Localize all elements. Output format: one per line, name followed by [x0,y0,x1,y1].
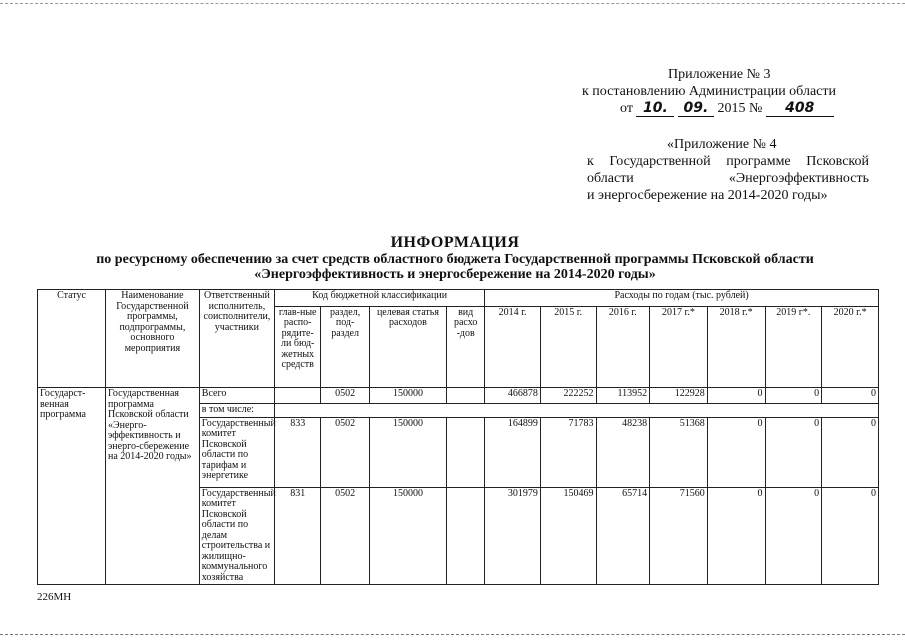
kind-cell [447,388,485,404]
grbs-cell: 833 [275,417,321,487]
handwritten-day: 10. [636,101,674,117]
heading-line-2: «Энергоэффективность и энергосбережение на 2014-2020 годы» [254,267,656,282]
value-2020: 0 [822,388,879,404]
header-name: Наименование Государственной программы, подпрограммы, основного мероприятия [106,290,200,388]
value-2019: 0 [765,417,822,487]
value-2017: 71560 [650,487,708,585]
header-kind: вид расхо -дов [447,306,485,387]
appendix-4-line-3a: области [587,171,634,186]
value-2020: 0 [822,487,879,585]
program-name-cell: Государственная программа Псковской области «Энерго-эффективность и энерго-сбережение на 2014-2020 годы» [106,388,200,585]
target-cell: 150000 [369,388,446,404]
header-expenses: Расходы по годам (тыс. рублей) [485,290,879,307]
header-2020: 2020 г.* [822,306,879,387]
footer-code: 226МН [37,591,72,603]
appendix-3-title: Приложение № 3 [668,67,771,82]
executor-cell: Государственный комитет Псковской области по тарифам и энергетике [199,417,274,487]
value-2016: 65714 [596,487,650,585]
kind-cell [447,487,485,585]
handwritten-month: 09. [678,101,714,117]
header-grbs: глав-ные распо-рядите-ли бюд-жетных средств [275,306,321,387]
value-2014: 164899 [485,417,541,487]
value-2014: 301979 [485,487,541,585]
blank-cell [275,404,879,418]
header-executor: Ответственный исполнитель, соисполнители, участники [199,290,274,388]
header-2015: 2015 г. [540,306,596,387]
value-2016: 113952 [596,388,650,404]
header-2018: 2018 г.* [707,306,765,387]
executor-cell: Всего [199,388,274,404]
executor-cell: в том числе: [199,404,274,418]
executor-cell: Государственный комитет Псковской области по делам строительства и жилищно-коммунального хозяйства [199,487,274,585]
header-target: целевая статья расходов [369,306,446,387]
appendix-3-date-line [580,100,870,117]
grbs-cell: 831 [275,487,321,585]
value-2018: 0 [707,388,765,404]
scan-edge-bottom [0,634,905,635]
section-cell: 0502 [321,417,369,487]
appendix-4-title: «Приложение № 4 [667,137,777,152]
value-2018: 0 [707,487,765,585]
section-cell: 0502 [321,487,369,585]
value-2014: 466878 [485,388,541,404]
header-2017: 2017 г.* [650,306,708,387]
handwritten-decree-number: 408 [766,101,834,117]
appendix-3-decree-line: к постановлению Администрации области [582,84,836,99]
header-status: Статус [38,290,106,388]
header-2016: 2016 г. [596,306,650,387]
appendix-4-line-3 [587,170,869,187]
kind-cell [447,417,485,487]
heading-title: ИНФОРМАЦИЯ [390,234,520,251]
target-cell: 150000 [369,487,446,585]
header-2019: 2019 г*. [765,306,822,387]
from-label: от [620,101,633,116]
value-2019: 0 [765,487,822,585]
header-section: раздел, под-раздел [321,306,369,387]
appendix-3-block [580,66,870,117]
appendix-4-line-3b: «Энергоэффективность [728,171,869,186]
value-2016: 48238 [596,417,650,487]
value-2017: 51368 [650,417,708,487]
scan-edge-top [0,3,905,4]
grbs-cell [275,388,321,404]
status-cell: Государст-венная программа [38,388,106,585]
target-cell: 150000 [369,417,446,487]
value-2015: 150469 [540,487,596,585]
value-2018: 0 [707,417,765,487]
document-heading [30,235,880,282]
value-2017: 122928 [650,388,708,404]
header-budget-code: Код бюджетной классификации [275,290,485,307]
header-2014: 2014 г. [485,306,541,387]
appendix-4-line-2: к Государственной программе Псковской [587,154,869,169]
section-cell: 0502 [321,388,369,404]
appendix-4-line-4: и энергосбережение на 2014-2020 годы» [587,188,828,203]
appendix-4-block [587,136,869,204]
table-row [38,388,879,404]
heading-line-1: по ресурсному обеспечению за счет средств областного бюджета Государственной программы Псковской области [96,252,814,267]
value-2015: 222252 [540,388,596,404]
year-number-label: 2015 № [717,101,763,116]
value-2019: 0 [765,388,822,404]
header-row-1 [38,290,879,307]
resource-table [37,289,879,585]
value-2015: 71783 [540,417,596,487]
value-2020: 0 [822,417,879,487]
